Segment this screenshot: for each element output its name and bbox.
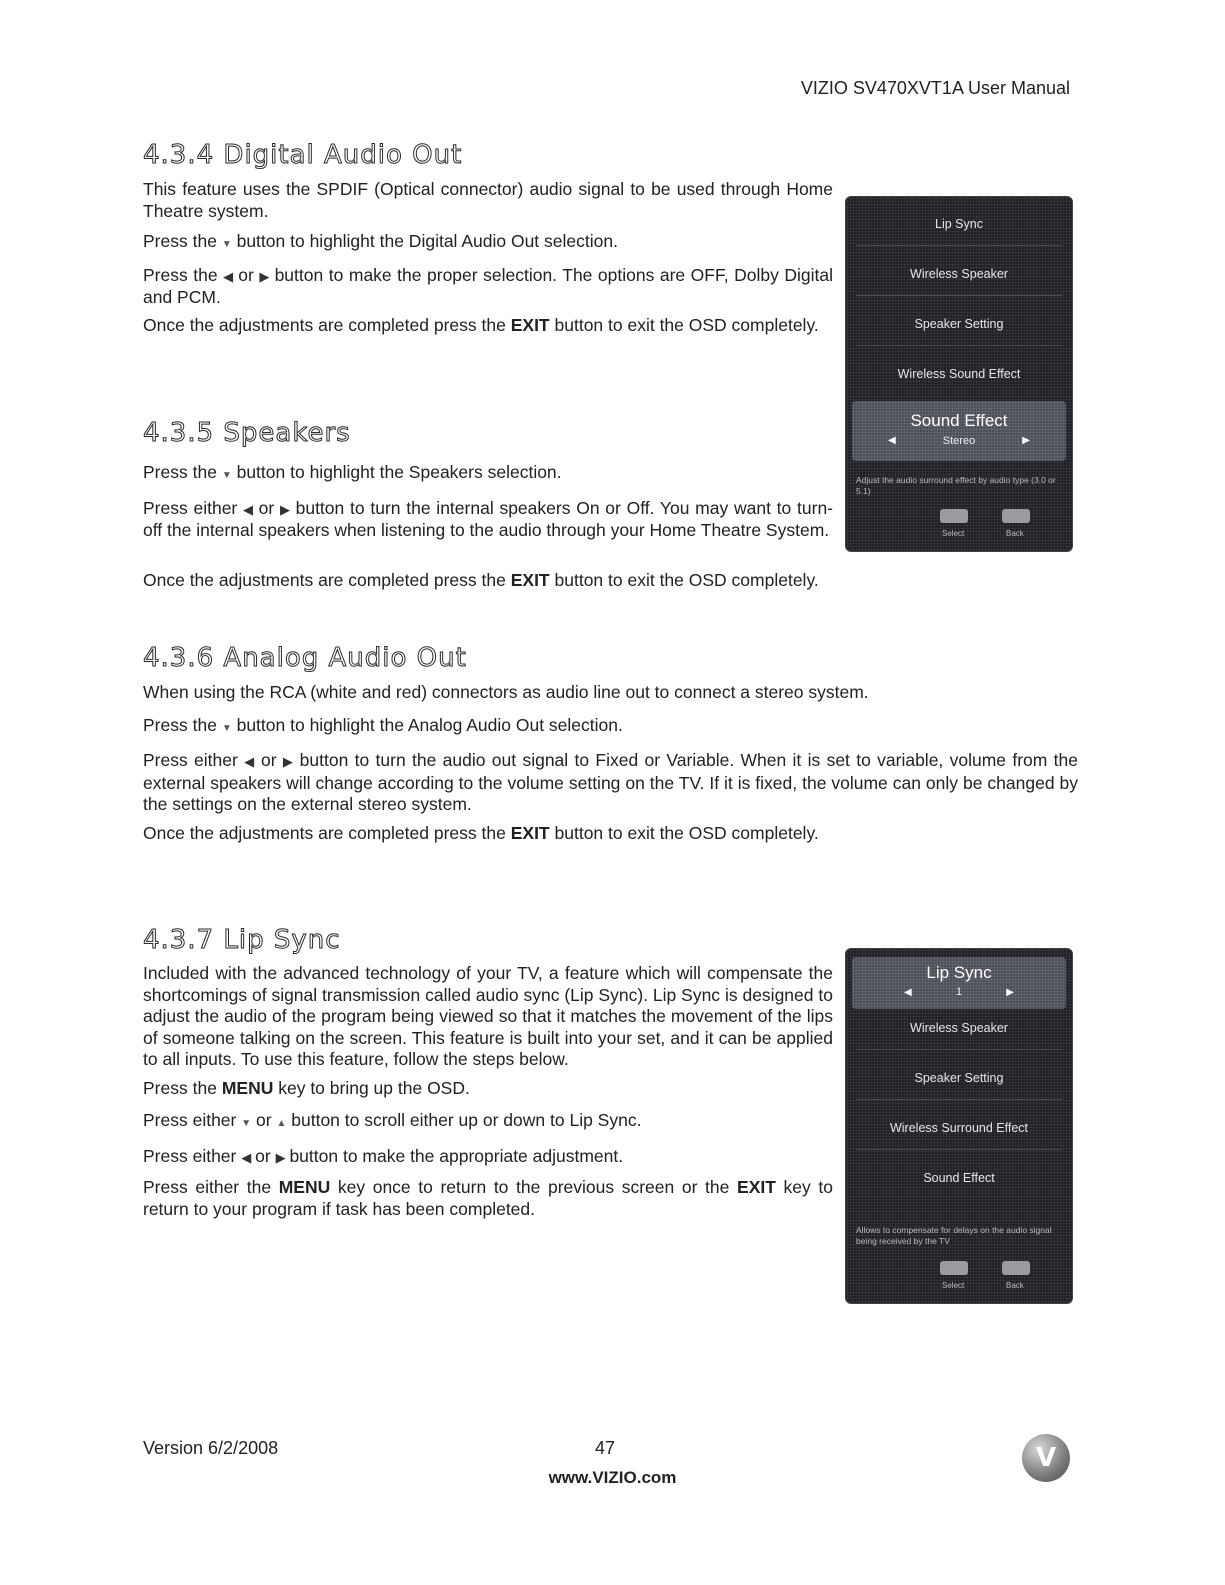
osd-back-label: Back <box>1006 529 1024 538</box>
osd-menu-item: Wireless Surround Effect <box>889 1121 1029 1135</box>
left-arrow-icon: ◀ <box>223 268 233 284</box>
osd-selected-value: 1 <box>955 986 963 998</box>
paragraph: Press either ▼ or ▲ button to scroll either up or down to Lip Sync. <box>143 1110 642 1130</box>
section-heading-speakers: 4.3.5 Speakers <box>143 418 351 448</box>
up-arrow-icon: ▲ <box>276 1118 287 1129</box>
osd-select-label: Select <box>942 1281 965 1290</box>
osd-select-button-icon <box>940 509 968 523</box>
paragraph: Press either ◀ or ▶ button to make the appropriate adjustment. <box>143 1145 624 1166</box>
right-arrow-icon: ▶ <box>259 268 270 284</box>
right-arrow-icon: ▶ <box>275 1149 285 1165</box>
osd-back-button-icon <box>1002 1261 1030 1275</box>
section-body-speakers <box>143 462 833 542</box>
osd-menu-item: Speaker Setting <box>914 317 1004 331</box>
left-arrow-icon: ◀ <box>243 501 253 517</box>
osd-menu-item: Lip Sync <box>935 217 983 231</box>
down-arrow-icon: ▼ <box>221 722 232 734</box>
osd-selected-value: Stereo <box>942 435 976 447</box>
down-arrow-icon: ▼ <box>221 470 232 481</box>
osd-divider <box>856 1049 1062 1050</box>
left-arrow-icon: ◀ <box>244 754 255 769</box>
osd-divider <box>856 1149 1062 1150</box>
osd-menu-item: Sound Effect <box>923 1171 995 1185</box>
osd-divider <box>856 295 1062 296</box>
paragraph: Press either ◀ or ▶ button to turn the audio out signal to Fixed or Variable. When it is set to variable, volume from the external speakers will change according to the volume setting on the TV. If it is fixed, the volume can only be changed by the settings on the external stereo system. <box>143 750 1078 814</box>
paragraph: Press the ▼ button to highlight the Digital Audio Out selection. <box>143 231 618 251</box>
osd-menu-sound-effect <box>845 196 1073 552</box>
osd-divider <box>856 1099 1062 1100</box>
osd-back-label: Back <box>1006 1281 1024 1290</box>
osd-selected-item <box>852 401 1066 461</box>
osd-menu-item: Speaker Setting <box>914 1071 1004 1085</box>
osd-left-arrow-icon: ◀ <box>888 435 896 446</box>
paragraph: Once the adjustments are completed press the EXIT button to exit the OSD completely. <box>143 314 819 335</box>
paragraph: Press the MENU key to bring up the OSD. <box>143 1077 470 1098</box>
osd-menu-item: Wireless Speaker <box>910 1021 1008 1035</box>
osd-menu-lip-sync <box>845 948 1073 1304</box>
osd-left-arrow-icon: ◀ <box>904 987 912 998</box>
osd-right-arrow-icon: ▶ <box>1006 987 1014 998</box>
osd-divider <box>856 345 1062 346</box>
section-body-analog <box>143 682 1078 844</box>
osd-select-label: Select <box>942 529 965 538</box>
header-title: VIZIO SV470XVT1A User Manual <box>800 78 1070 98</box>
paragraph: Once the adjustments are completed press the EXIT button to exit the OSD completely. <box>143 570 819 590</box>
osd-menu-item: Wireless Sound Effect <box>897 367 1021 381</box>
section-body-lip-sync <box>143 963 833 1220</box>
osd-right-arrow-icon: ▶ <box>1022 435 1030 446</box>
osd-divider <box>856 245 1062 246</box>
osd-menu-item: Wireless Speaker <box>910 267 1008 281</box>
vizio-logo: V <box>1022 1434 1070 1482</box>
section-heading-analog-audio-out: 4.3.6 Analog Audio Out <box>143 643 467 673</box>
paragraph: Once the adjustments are completed press the EXIT button to exit the OSD completely. <box>143 822 819 843</box>
paragraph: Press the ▼ button to highlight the Speakers selection. <box>143 462 562 482</box>
footer-version: Version 6/2/2008 <box>143 1438 279 1458</box>
section-body-digital <box>143 179 833 336</box>
paragraph: When using the RCA (white and red) connectors as audio line out to connect a stereo system. <box>143 682 869 702</box>
osd-help-text: Adjust the audio surround effect by audio type (3.0 or 5.1) <box>856 475 1056 496</box>
down-arrow-icon: ▼ <box>241 1118 252 1129</box>
paragraph: Included with the advanced technology of your TV, a feature which will compensate the shortcomings of signal transmission called audio sync (Lip Sync). Lip Sync is designed to adjust the audio of the program being viewed so that it matches the movement of the lips of someone talking on the screen. This feature is built into your set, and it can be applied to all inputs. To use this feature, follow the steps below. <box>143 963 833 1069</box>
section-heading-lip-sync: 4.3.7 Lip Sync <box>143 925 341 955</box>
osd-select-button-icon <box>940 1261 968 1275</box>
osd-selected-title: Sound Effect <box>910 411 1008 430</box>
right-arrow-icon: ▶ <box>282 754 294 769</box>
section-heading-digital-audio-out: 4.3.4 Digital Audio Out <box>143 140 463 170</box>
osd-help-text: Allows to compensate for delays on the audio signal being received by the TV <box>856 1225 1052 1246</box>
paragraph: Press either ◀ or ▶ button to turn the internal speakers On or Off. You may want to turn-off the internal speakers when listening to the audio through your Home Theatre System. <box>143 497 834 540</box>
left-arrow-icon: ◀ <box>241 1149 251 1165</box>
osd-back-button-icon <box>1002 509 1030 523</box>
osd-selected-title: Lip Sync <box>926 963 992 982</box>
footer-url: www.VIZIO.com <box>548 1468 677 1487</box>
page-number: 47 <box>595 1438 616 1458</box>
paragraph: Press the ▼ button to highlight the Analog Audio Out selection. <box>143 714 623 735</box>
right-arrow-icon: ▶ <box>279 501 290 517</box>
down-arrow-icon: ▼ <box>221 239 232 250</box>
paragraph: This feature uses the SPDIF (Optical connector) audio signal to be used through Home Theatre system. <box>143 179 833 221</box>
paragraph: Press either the MENU key once to return to the previous screen or the EXIT key to return to your program if task has been completed. <box>143 1177 833 1219</box>
section-closing-speakers <box>143 570 1078 592</box>
osd-selected-item <box>852 957 1066 1009</box>
paragraph: Press the ◀ or ▶ button to make the proper selection. The options are OFF, Dolby Digital and PCM. <box>143 264 833 307</box>
